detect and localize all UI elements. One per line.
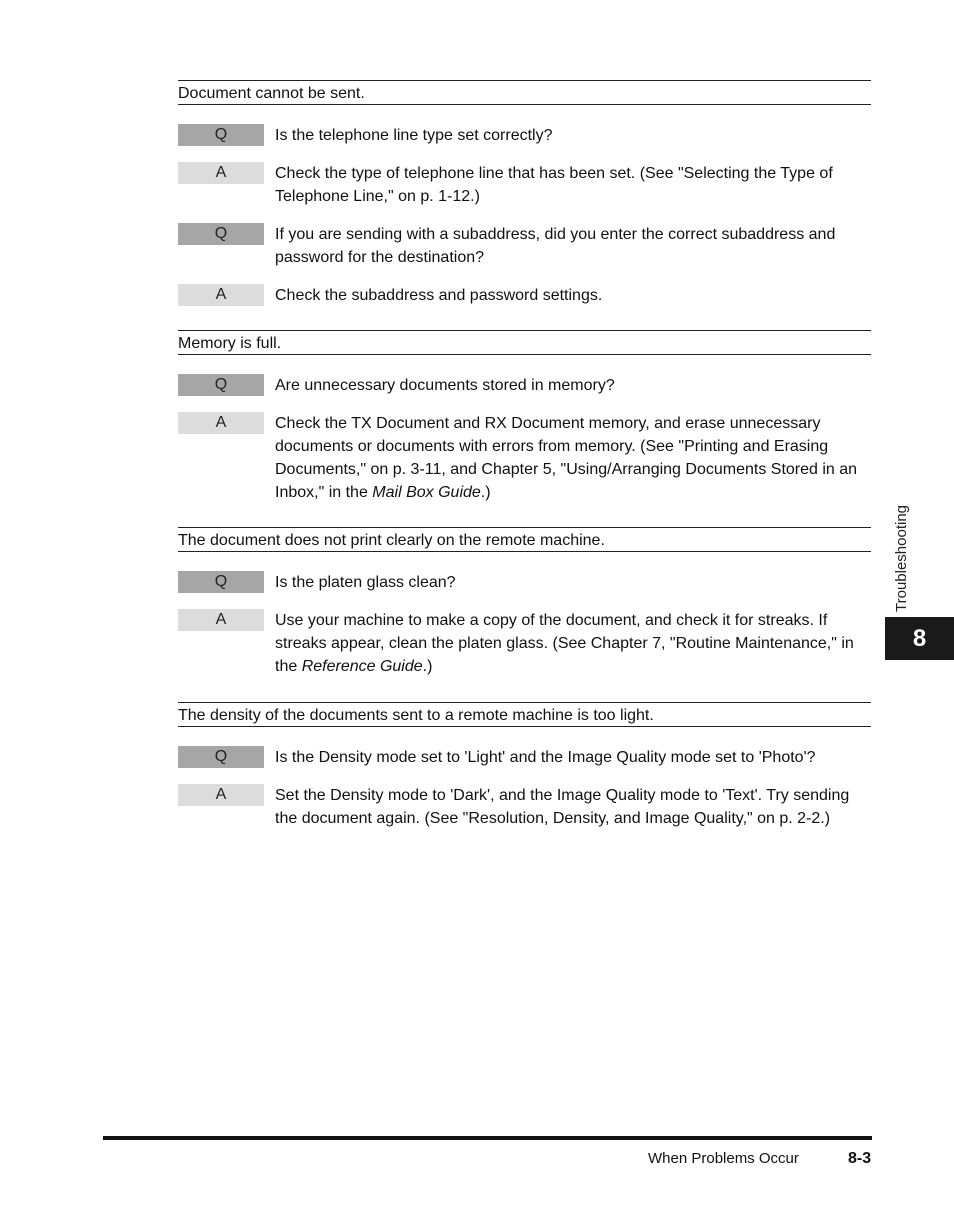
question-text: Is the telephone line type set correctly?	[275, 127, 553, 144]
answer-text: Check the type of telephone line that has been set. (See "Selecting the Type of Telephone Line," on p. 1-12.)	[275, 165, 833, 205]
answer-label: A	[178, 412, 264, 434]
answer-label: A	[178, 609, 264, 631]
question-text: Is the Density mode set to 'Light' and the Image Quality mode set to 'Photo'?	[275, 749, 816, 766]
qa-item	[178, 223, 871, 269]
chapter-number-tab: 8	[885, 617, 954, 660]
answer-label: A	[178, 162, 264, 184]
question-label: Q	[178, 571, 264, 593]
section-header: Document cannot be sent.	[178, 80, 871, 105]
section-document-cannot-be-sent	[178, 80, 871, 307]
page-number: 8-3	[848, 1150, 872, 1167]
answer-label: A	[178, 284, 264, 306]
question-label: Q	[178, 374, 264, 396]
question-text: Is the platen glass clean?	[275, 574, 456, 591]
answer-text	[275, 609, 871, 678]
guide-title: Mail Box Guide	[372, 484, 481, 501]
qa-item	[178, 284, 871, 307]
qa-item	[178, 571, 871, 594]
section-header: The document does not print clearly on the remote machine.	[178, 527, 871, 552]
qa-item	[178, 412, 871, 504]
question-text: If you are sending with a subaddress, did you enter the correct subaddress and password for the destination?	[275, 226, 836, 266]
answer-text-part: .)	[480, 484, 491, 501]
qa-item	[178, 162, 871, 208]
qa-item	[178, 374, 871, 397]
answer-label: A	[178, 784, 264, 806]
qa-item	[178, 124, 871, 147]
answer-text-part: .)	[422, 658, 433, 675]
answer-text: Set the Density mode to 'Dark', and the Image Quality mode to 'Text'. Try sending the document again. (See "Resolution, Density, and Image Quality," on p. 2-2.)	[275, 787, 850, 827]
section-memory-is-full	[178, 330, 871, 504]
section-header: The density of the documents sent to a remote machine is too light.	[178, 702, 871, 727]
question-text: Are unnecessary documents stored in memory?	[275, 377, 615, 394]
answer-text-part: Check the TX Document and RX Document memory, and erase unnecessary documents or documents with errors from memory. (See "Printing and Erasing Documents," on p. 3-11, and Chapter 5, "Using/Arranging Documents Stored in an Inbox," in the	[275, 415, 858, 501]
qa-item	[178, 784, 871, 830]
chapter-side-label: Troubleshooting	[893, 504, 910, 612]
question-label: Q	[178, 223, 264, 245]
answer-text	[275, 412, 871, 504]
footer-rule	[103, 1136, 872, 1140]
answer-text: Check the subaddress and password settings.	[275, 287, 603, 304]
guide-title: Reference Guide	[301, 658, 423, 675]
footer-chapter-title: When Problems Occur	[648, 1150, 799, 1167]
section-header: Memory is full.	[178, 330, 871, 355]
question-label: Q	[178, 124, 264, 146]
question-label: Q	[178, 746, 264, 768]
answer-text-part: Use your machine to make a copy of the document, and check it for streaks. If streaks appear, clean the platen glass. (See Chapter 7, "Routine Maintenance," in the	[275, 612, 854, 675]
qa-item	[178, 746, 871, 769]
qa-item	[178, 609, 871, 678]
section-density-too-light	[178, 702, 871, 830]
section-document-not-clear	[178, 527, 871, 678]
